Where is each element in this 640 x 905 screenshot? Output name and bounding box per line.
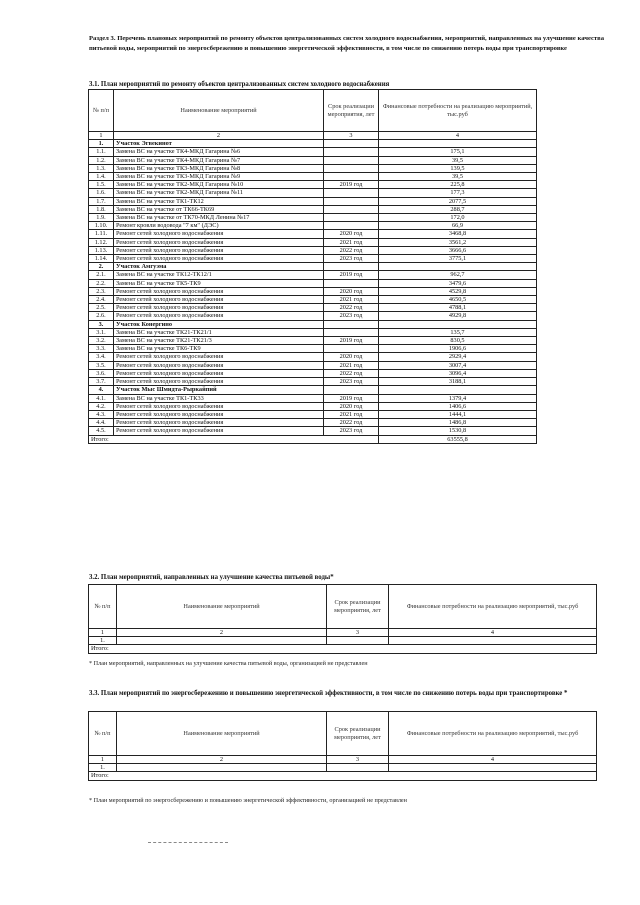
value-cell: 2077,5 — [379, 197, 537, 205]
row-number: 3.2. — [89, 337, 114, 345]
term-cell — [324, 279, 379, 287]
measure-name: Ремонт сетей холодного водоснабжения — [114, 255, 324, 263]
value-cell — [379, 320, 537, 328]
table-row — [89, 287, 537, 295]
col-number: 1 — [89, 629, 117, 637]
row-number: 2.3. — [89, 287, 114, 295]
value-cell: 139,5 — [379, 164, 537, 172]
term-cell: 2019 год — [324, 181, 379, 189]
measure-name: Замена ВС на участке ТК2-МКД Гагарина №11 — [114, 189, 324, 197]
row-number: 1.5. — [89, 181, 114, 189]
table-row — [89, 205, 537, 213]
plan-32-note: * План мероприятий, направленных на улучшение качества питьевой воды, организацией не представлен — [89, 660, 368, 667]
measure-name: Ремонт кровли водовода "7 км" (ДЭС) — [114, 222, 324, 230]
table-row — [89, 255, 537, 263]
measure-name: Замена ВС на участке ТК2-МКД Гагарина №10 — [114, 181, 324, 189]
value-cell: 4929,8 — [379, 312, 537, 320]
col-number: 1 — [89, 756, 117, 764]
table-row — [89, 230, 537, 238]
value-cell: 177,3 — [379, 189, 537, 197]
measure-name: Ремонт сетей холодного водоснабжения — [114, 361, 324, 369]
value-cell: 288,7 — [379, 205, 537, 213]
row-number: 1.4. — [89, 173, 114, 181]
measure-name: Замена ВС на участке ТК3-МКД Гагарина №9 — [114, 173, 324, 181]
col-name-header: Наименование мероприятий — [117, 712, 327, 756]
term-cell — [324, 205, 379, 213]
col-number: 4 — [379, 132, 537, 140]
row-number: 1.12. — [89, 238, 114, 246]
table-row — [89, 427, 537, 435]
value-cell: 1444,1 — [379, 410, 537, 418]
term-cell: 2022 год — [324, 369, 379, 377]
section-name: Участок Эгвекинот — [114, 140, 324, 148]
row-number: 2.6. — [89, 312, 114, 320]
plan-33-table — [88, 711, 597, 781]
value-cell: 4788,1 — [379, 304, 537, 312]
term-cell — [324, 148, 379, 156]
value-cell: 2929,4 — [379, 353, 537, 361]
value-cell: 175,1 — [379, 148, 537, 156]
value-cell: 3188,1 — [379, 378, 537, 386]
table-row — [89, 402, 537, 410]
measure-name: Ремонт сетей холодного водоснабжения — [114, 419, 324, 427]
table-row — [89, 148, 537, 156]
term-cell — [324, 214, 379, 222]
row-number: 3.7. — [89, 378, 114, 386]
plan-32-title: 3.2. План мероприятий, направленных на улучшение качества питьевой воды* — [89, 574, 334, 581]
term-cell — [324, 386, 379, 394]
term-cell: 2021 год — [324, 296, 379, 304]
plan-31-total-label: Итого: — [89, 435, 379, 443]
table-row — [89, 246, 537, 254]
plan-33-note: * План мероприятий по энергосбережению и повышению энергетической эффективности, организацией не представлен — [89, 797, 407, 804]
row-number: 1.10. — [89, 222, 114, 230]
row-number: 1.8. — [89, 205, 114, 213]
plan-31-body — [89, 140, 537, 435]
measure-name: Замена ВС на участке ТК12-ТК12/1 — [114, 271, 324, 279]
value-cell: 1379,4 — [379, 394, 537, 402]
table-row — [89, 214, 537, 222]
value-cell: 3007,4 — [379, 361, 537, 369]
row-number: 1.9. — [89, 214, 114, 222]
plan-32-table — [88, 584, 597, 654]
measure-name: Ремонт сетей холодного водоснабжения — [114, 378, 324, 386]
row-number: 1. — [89, 764, 117, 772]
plan-33-title: 3.3. План мероприятий по энергосбережению и повышению энергетической эффективности, в том числе по снижению потерь воды при транспортировке * — [89, 690, 568, 697]
row-number: 1.6. — [89, 189, 114, 197]
term-cell — [324, 140, 379, 148]
term-cell: 2020 год — [324, 230, 379, 238]
term-cell: 2021 год — [324, 238, 379, 246]
row-number: 3.6. — [89, 369, 114, 377]
table-row — [89, 271, 537, 279]
value-cell: 39,5 — [379, 156, 537, 164]
row-number: 1.11. — [89, 230, 114, 238]
value-cell: 1406,6 — [379, 402, 537, 410]
value-cell: 66,9 — [379, 222, 537, 230]
value-cell: 1486,8 — [379, 419, 537, 427]
table-row — [89, 353, 537, 361]
value-cell: 39,5 — [379, 173, 537, 181]
col-fin-header: Финансовые потребности на реализацию мероприятий, тыс.руб — [379, 90, 537, 132]
row-number: 3.5. — [89, 361, 114, 369]
term-cell: 2019 год — [324, 394, 379, 402]
col-number: 2 — [114, 132, 324, 140]
term-cell — [324, 156, 379, 164]
term-cell: 2023 год — [324, 255, 379, 263]
value-cell: 225,8 — [379, 181, 537, 189]
faint-line — [148, 842, 228, 844]
col-number: 3 — [327, 629, 389, 637]
row-number: 3. — [89, 320, 114, 328]
row-number: 2.4. — [89, 296, 114, 304]
row-number: 4.5. — [89, 427, 114, 435]
row-number: 1.1. — [89, 148, 114, 156]
col-fin-header: Финансовые потребности на реализацию мероприятий, тыс.руб — [389, 585, 597, 629]
measure-name: Замена ВС на участке ТК6-ТК9 — [114, 345, 324, 353]
row-number: 2.2. — [89, 279, 114, 287]
measure-name: Ремонт сетей холодного водоснабжения — [114, 304, 324, 312]
term-cell — [324, 197, 379, 205]
row-number: 1.14. — [89, 255, 114, 263]
table-row — [89, 164, 537, 172]
row-number: 3.1. — [89, 328, 114, 336]
table-row — [89, 394, 537, 402]
table-row — [89, 410, 537, 418]
row-number: 2. — [89, 263, 114, 271]
section-row — [89, 386, 537, 394]
col-number: 4 — [389, 756, 597, 764]
term-cell: 2023 год — [324, 312, 379, 320]
row-number: 1.13. — [89, 246, 114, 254]
measure-name: Замена ВС на участке ТК1-ТК12 — [114, 197, 324, 205]
col-fin-header: Финансовые потребности на реализацию мероприятий, тыс.руб — [389, 712, 597, 756]
measure-name: Ремонт сетей холодного водоснабжения — [114, 369, 324, 377]
table-row — [89, 189, 537, 197]
value-cell — [379, 386, 537, 394]
col-num-header: № п/п — [89, 90, 114, 132]
value-cell: 3468,8 — [379, 230, 537, 238]
row-number: 1.3. — [89, 164, 114, 172]
term-cell: 2020 год — [324, 287, 379, 295]
measure-name: Ремонт сетей холодного водоснабжения — [114, 238, 324, 246]
table-row — [89, 378, 537, 386]
term-cell: 2022 год — [324, 419, 379, 427]
table-row — [89, 173, 537, 181]
col-term-header: Срок реализации мероприятия, лет — [324, 90, 379, 132]
measure-name: Замена ВС на участке ТК4-МКД Гагарина №6 — [114, 148, 324, 156]
table-row — [89, 345, 537, 353]
row-number: 4.3. — [89, 410, 114, 418]
table-row — [89, 312, 537, 320]
table-row — [89, 197, 537, 205]
table-row — [89, 304, 537, 312]
row-number: 1.2. — [89, 156, 114, 164]
table-row — [89, 369, 537, 377]
table-row — [89, 419, 537, 427]
col-name-header: Наименование мероприятий — [117, 585, 327, 629]
term-cell — [324, 222, 379, 230]
section-heading: Раздел 3. Перечень плановых мероприятий по ремонту объектов централизованных систем холодного водоснабжения, мероприятий, направленных на улучшение качества питьевой воды, мероприятий по энергосбережению и повышению энергетической эффективности, в том числе по снижению потерь воды при транспортировке — [89, 35, 604, 52]
table-row — [89, 296, 537, 304]
value-cell: 830,5 — [379, 337, 537, 345]
measure-name: Ремонт сетей холодного водоснабжения — [114, 312, 324, 320]
value-cell: 135,7 — [379, 328, 537, 336]
term-cell: 2022 год — [324, 246, 379, 254]
term-cell: 2020 год — [324, 402, 379, 410]
value-cell — [379, 140, 537, 148]
term-cell — [324, 328, 379, 336]
col-number: 4 — [389, 629, 597, 637]
plan-31-total-value: 63555,8 — [379, 435, 537, 443]
section-row — [89, 320, 537, 328]
col-number: 1 — [89, 132, 114, 140]
term-cell: 2019 год — [324, 337, 379, 345]
term-cell — [324, 320, 379, 328]
measure-name: Ремонт сетей холодного водоснабжения — [114, 410, 324, 418]
measure-name: Ремонт сетей холодного водоснабжения — [114, 246, 324, 254]
section-row — [89, 263, 537, 271]
col-number: 2 — [117, 756, 327, 764]
term-cell — [324, 263, 379, 271]
measure-name: Ремонт сетей холодного водоснабжения — [114, 230, 324, 238]
row-number: 2.1. — [89, 271, 114, 279]
value-cell: 1906,6 — [379, 345, 537, 353]
value-cell: 4650,5 — [379, 296, 537, 304]
row-number: 1. — [89, 637, 117, 645]
section-name: Участок Амгуэма — [114, 263, 324, 271]
term-cell: 2023 год — [324, 378, 379, 386]
measure-name: Замена ВС на участке от ТК66-ТК69 — [114, 205, 324, 213]
col-term-header: Срок реализации мероприятия, лет — [327, 585, 389, 629]
table-row — [89, 328, 537, 336]
row-number: 1. — [89, 140, 114, 148]
term-cell — [324, 164, 379, 172]
row-number: 4.2. — [89, 402, 114, 410]
value-cell: 3561,2 — [379, 238, 537, 246]
term-cell: 2021 год — [324, 410, 379, 418]
col-number: 2 — [117, 629, 327, 637]
row-number: 3.3. — [89, 345, 114, 353]
table-row — [89, 222, 537, 230]
col-number: 3 — [324, 132, 379, 140]
col-term-header: Срок реализации мероприятия, лет — [327, 712, 389, 756]
value-cell: 3666,6 — [379, 246, 537, 254]
table-row — [89, 238, 537, 246]
term-cell: 2019 год — [324, 271, 379, 279]
table-row — [89, 181, 537, 189]
term-cell: 2020 год — [324, 353, 379, 361]
term-cell: 2022 год — [324, 304, 379, 312]
measure-name: Замена ВС на участке ТК21-ТК21/3 — [114, 337, 324, 345]
measure-name: Ремонт сетей холодного водоснабжения — [114, 402, 324, 410]
measure-name: Замена ВС на участке ТК21-ТК21/1 — [114, 328, 324, 336]
col-num-header: № п/п — [89, 712, 117, 756]
measure-name: Ремонт сетей холодного водоснабжения — [114, 296, 324, 304]
value-cell: 962,7 — [379, 271, 537, 279]
col-name-header: Наименование мероприятий — [114, 90, 324, 132]
term-cell: 2023 год — [324, 427, 379, 435]
row-number: 1.7. — [89, 197, 114, 205]
measure-name: Замена ВС на участке ТК1-ТК33 — [114, 394, 324, 402]
row-number: 4.4. — [89, 419, 114, 427]
value-cell: 1530,8 — [379, 427, 537, 435]
row-number: 2.5. — [89, 304, 114, 312]
value-cell: 172,0 — [379, 214, 537, 222]
plan-33-total-label: Итого: — [89, 772, 597, 780]
term-cell — [324, 189, 379, 197]
row-number: 4. — [89, 386, 114, 394]
plan-32-total-label: Итого: — [89, 645, 597, 653]
table-row — [89, 156, 537, 164]
section-name: Участок Конергино — [114, 320, 324, 328]
table-row — [89, 279, 537, 287]
value-cell: 3479,6 — [379, 279, 537, 287]
value-cell — [379, 263, 537, 271]
measure-name: Замена ВС на участке ТК5-ТК9 — [114, 279, 324, 287]
col-num-header: № п/п — [89, 585, 117, 629]
measure-name: Замена ВС на участке от ТК70-МКД Ленина №17 — [114, 214, 324, 222]
table-row — [89, 361, 537, 369]
measure-name: Ремонт сетей холодного водоснабжения — [114, 427, 324, 435]
term-cell: 2021 год — [324, 361, 379, 369]
term-cell — [324, 345, 379, 353]
table-row — [89, 337, 537, 345]
section-row — [89, 140, 537, 148]
row-number: 4.1. — [89, 394, 114, 402]
measure-name: Замена ВС на участке ТК4-МКД Гагарина №7 — [114, 156, 324, 164]
section-name: Участок Мыс Шмидта-Рыркайпий — [114, 386, 324, 394]
col-number: 3 — [327, 756, 389, 764]
row-number: 3.4. — [89, 353, 114, 361]
measure-name: Ремонт сетей холодного водоснабжения — [114, 287, 324, 295]
term-cell — [324, 173, 379, 181]
measure-name: Замена ВС на участке ТК3-МКД Гагарина №8 — [114, 164, 324, 172]
plan-31-title: 3.1. План мероприятий по ремонту объектов централизованных систем холодного водоснабжения — [89, 81, 390, 88]
plan-31-table — [88, 89, 537, 444]
value-cell: 3096,4 — [379, 369, 537, 377]
value-cell: 3775,1 — [379, 255, 537, 263]
value-cell: 4529,8 — [379, 287, 537, 295]
measure-name: Ремонт сетей холодного водоснабжения — [114, 353, 324, 361]
